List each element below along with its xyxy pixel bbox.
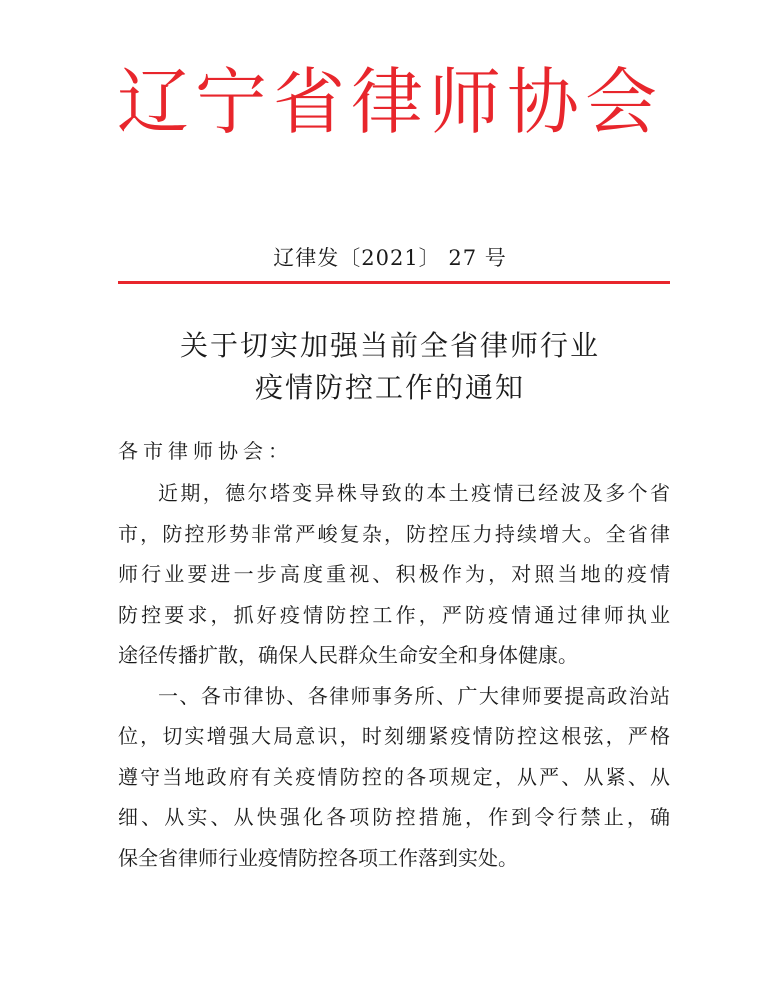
salutation: 各市律师协会： <box>118 439 293 463</box>
document-number: 辽律发〔2021〕 27 号 <box>273 246 507 270</box>
document-title-line-1: 关于切实加强当前全省律师行业 <box>179 329 600 362</box>
paragraph-2-line: 细、从实、从快强化各项防控措施，作到令行禁止，确 <box>118 805 670 829</box>
document-body <box>118 473 670 878</box>
org-letterhead: 辽宁省律师协会 <box>116 60 663 144</box>
paragraph-1-line: 近期，德尔塔变异株导致的本土疫情已经波及多个省 <box>158 481 670 505</box>
document-title <box>110 325 670 409</box>
paragraph-2-line: 一、各市律协、各律师事务所、广大律师要提高政治站 <box>158 683 670 708</box>
paragraph-1-line: 途径传播扩散，确保人民群众生命安全和身体健康。 <box>118 643 578 667</box>
paragraph-1-line: 师行业要进一步高度重视、积极作为，对照当地的疫情 <box>118 562 670 586</box>
paragraph-2-line: 遵守当地政府有关疫情防控的各项规定，从严、从紧、从 <box>118 764 670 789</box>
document-title-line-2: 疫情防控工作的通知 <box>254 371 525 404</box>
paragraph-2-line: 保全省律师行业疫情防控各项工作落到实处。 <box>118 845 518 870</box>
paragraph-1-line: 市，防控形势非常严峻复杂，防控压力持续增大。全省律 <box>118 521 670 546</box>
paragraph-1-line: 防控要求，抓好疫情防控工作，严防疫情通过律师执业 <box>118 602 670 627</box>
red-divider-line <box>118 281 670 284</box>
paragraph-2-line: 位，切实增强大局意识，时刻绷紧疫情防控这根弦，严格 <box>118 724 670 748</box>
